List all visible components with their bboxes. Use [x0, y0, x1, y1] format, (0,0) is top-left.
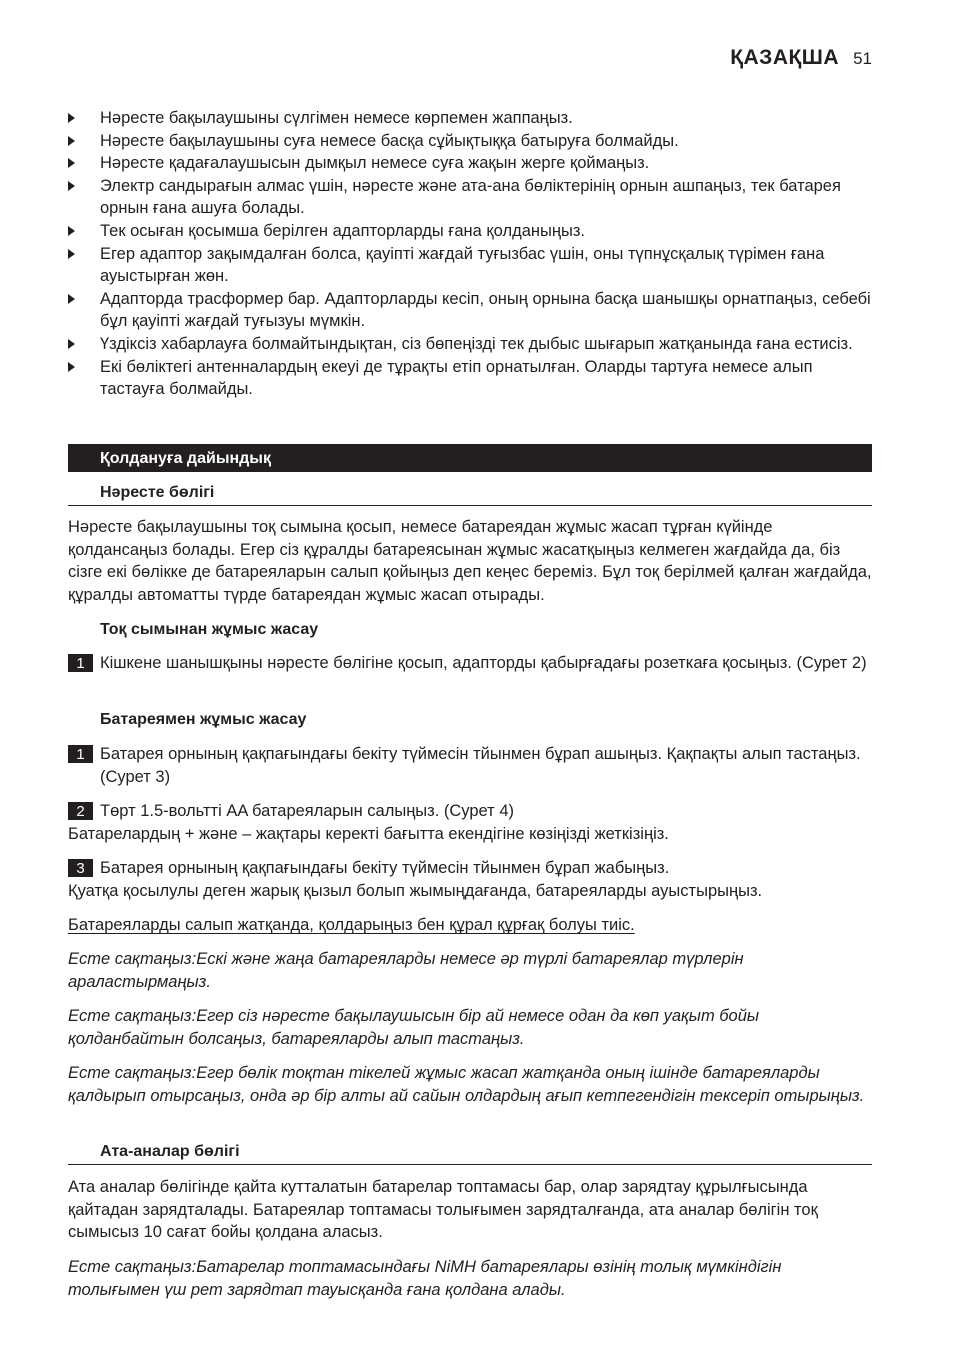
page-number: 51 — [853, 49, 872, 68]
list-item: Егер адаптор зақымдалған болса, қауіпті жағдай туғызбас үшін, оны түпнұсқалық түрімен ғана ауыстырған жөн. — [68, 243, 874, 288]
battery-step-2-note: Батарелардың + және – жақтары керекті бағытта екендігіне көзіңізді жеткізіңіз. — [68, 825, 669, 843]
list-item: Электр сандырағын алмас үшін, нәресте және ата-ана бөліктерінің орнын ашпаңыз, тек батарея орнын ғана ашуға болады. — [68, 175, 874, 220]
mains-heading: Тоқ сымынан жұмыс жасау — [100, 621, 319, 638]
bullet-icon — [68, 249, 76, 260]
list-item: Нәресте бақылаушыны сүлгімен немесе көрпемен жаппаңыз. — [68, 107, 874, 130]
battery-step-2 — [68, 800, 874, 823]
step-text: Кішкене шанышқыны нәресте бөлігіне қосып, адапторды қабырғадағы розеткаға қосыңыз. (Сурет 2) — [100, 654, 867, 672]
step-text: Төрт 1.5-вольтті AA батареяларын салыңыз. (Сурет 4) — [100, 802, 514, 820]
step-number: 1 — [68, 654, 93, 672]
safety-bullet-list — [68, 107, 874, 401]
mains-step-1 — [68, 652, 874, 675]
bullet-icon — [68, 181, 76, 192]
list-item: Адапторда трасформер бар. Адапторларды кесіп, оның орнына басқа шанышқы орнатпаңыз, себебі бұл қауіпті жағдай туғызуы мүмкін. — [68, 288, 874, 333]
parent-unit-note: Есте сақтаңыз:Батарелар топтамасындағы NiMH батареялары өзінің толық мүмкіндігін толығымен үш рет зарядтап тауысқанда ғана қолдана алады. — [68, 1258, 782, 1299]
warning-text: Батареяларды салып жатқанда, қолдарыңыз бен құрал құрғақ болуы тиіс. — [68, 916, 635, 934]
note-3: Есте сақтаңыз:Егер бөлік тоқтан тікелей жұмыс жасап жатқанда оның ішінде батареяларды қалдырып отырсаңыз, онда әр бір алты ай сайын олдардың ағып кетпегендігін тексеріп отырыңыз. — [68, 1064, 865, 1105]
language-title: ҚАЗАҚША — [730, 46, 840, 69]
bullet-icon — [68, 226, 76, 237]
list-item: Нәресте қадағалаушысын дымқыл немесе суға жақын жерге қоймаңыз. — [68, 152, 874, 175]
battery-step-1 — [68, 743, 874, 788]
step-text: Батарея орнының қақпағындағы бекіту түймесін тйынмен бұрап ашыңыз. Қақпақты алып тастаңыз. (Сурет 3) — [100, 745, 861, 786]
bullet-icon — [68, 339, 76, 350]
baby-unit-intro: Нәресте бақылаушыны тоқ сымына қосып, немесе батареядан жұмыс жасап тұрған күйінде қолдансаңыз болады. Егер сіз құралды батареясынан жұмыс жасатқыңыз келмеген жағдайда да, біз сізге екі бөлікке де батареяларын салып қойыңыз деп кеңес береміз. Бұл тоқ берілмей қалған жағдайда, құралды автоматты түрде батареядан жұмыс жасап отырады. — [68, 518, 872, 604]
battery-step-3 — [68, 857, 874, 880]
warning-line — [68, 914, 874, 937]
step-number: 2 — [68, 802, 93, 820]
step-number: 3 — [68, 859, 93, 877]
battery-heading: Батареямен жұмыс жасау — [100, 711, 307, 728]
bullet-icon — [68, 362, 76, 373]
list-item: Екі бөліктегі антенналардың екеуі де тұрақты етіп орнатылған. Оларды тартуға немесе алып тастауға болмайды. — [68, 356, 874, 401]
list-item: Нәресте бақылаушыны суға немесе басқа сұйықтыққа батыруға болмайды. — [68, 130, 874, 153]
note-2: Есте сақтаңыз:Егер сіз нәресте бақылаушысын бір ай немесе одан да көп уақыт бойы қолданбайтын болсаңыз, батареяларды алып тастаңыз. — [68, 1007, 760, 1048]
baby-unit-heading: Нәресте бөлігі — [68, 482, 872, 506]
bullet-icon — [68, 158, 76, 169]
battery-step-3-note: Қуатқа қосылулы деген жарық қызыл болып жымыңдағанда, батареяларды ауыстырыңыз. — [68, 882, 763, 900]
section-title-bar: Қолдануға дайындық — [68, 444, 872, 472]
step-text: Батарея орнының қақпағындағы бекіту түймесін тйынмен бұрап жабыңыз. — [100, 859, 670, 877]
parent-unit-heading: Ата-аналар бөлігі — [68, 1141, 872, 1165]
page-header — [730, 46, 872, 70]
list-item: Тек осыған қосымша берілген адапторларды ғана қолданыңыз. — [68, 220, 874, 243]
note-1: Есте сақтаңыз:Ескі және жаңа батареяларды немесе әр түрлі батареялар түрлерін араластырмаңыз. — [68, 950, 744, 991]
bullet-icon — [68, 113, 76, 124]
bullet-icon — [68, 294, 76, 305]
bullet-icon — [68, 136, 76, 147]
step-number: 1 — [68, 745, 93, 763]
parent-unit-intro: Ата аналар бөлігінде қайта кутталатын батарелар топтамасы бар, олар зарядтау құрылғысында қайтадан зарядталады. Батареялар топтамасы толығымен зарядталғанда, ата аналар бөлігін тоқ сымысыз 10 сағат бойы қолдана аласыз. — [68, 1178, 818, 1242]
list-item: Үздіксіз хабарлауға болмайтындықтан, сіз бөпеңізді тек дыбыс шығарып жатқанында ғана естисіз. — [68, 333, 874, 356]
